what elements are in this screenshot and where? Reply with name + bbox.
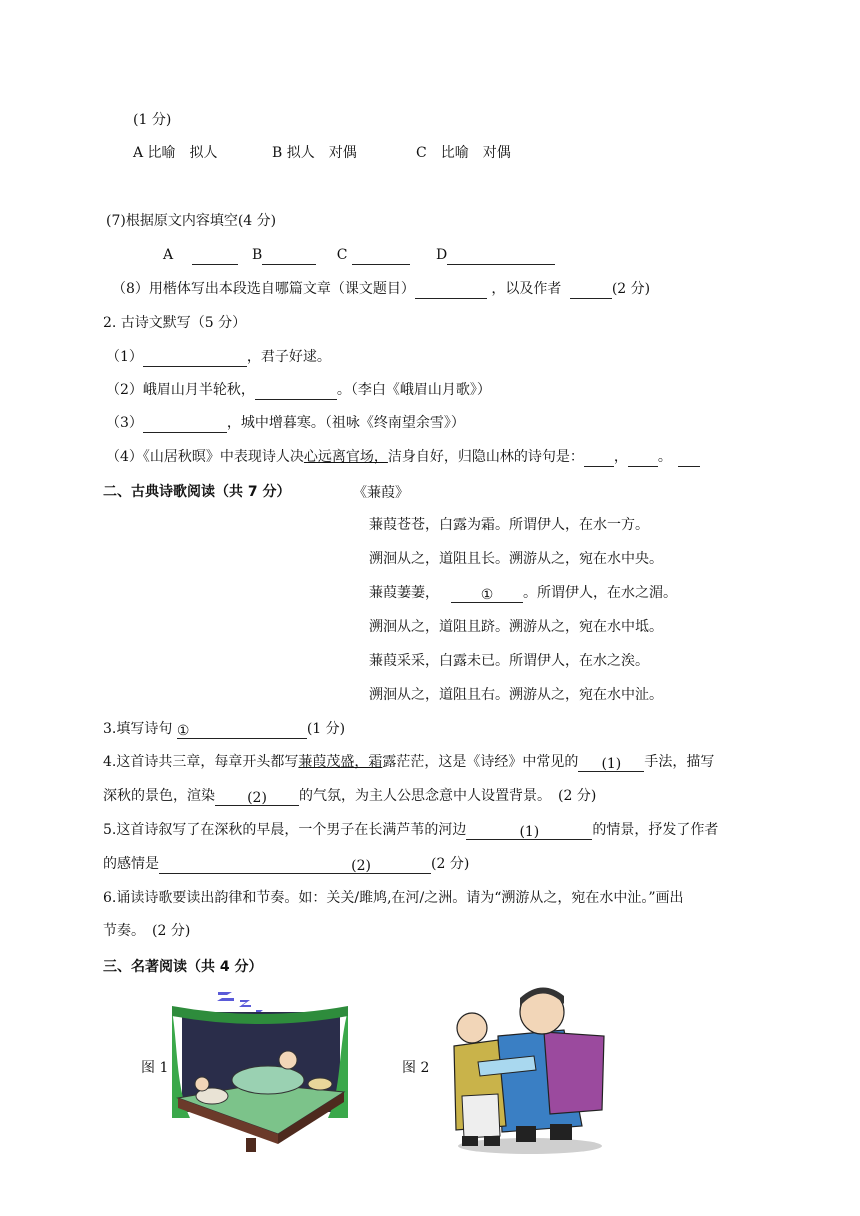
poem-fill-2-pre: （2）峨眉山月半轮秋， xyxy=(106,382,255,398)
child-trousers xyxy=(462,1094,500,1138)
q7-blank-d[interactable] xyxy=(447,247,555,265)
poem-fill-1-text: ，君子好逑。 xyxy=(246,349,331,365)
q6-line-2: 节奏。 (2 分) xyxy=(103,923,191,939)
bed-leg xyxy=(246,1138,256,1152)
poem-fill-4-blank-1[interactable] xyxy=(584,449,614,467)
question-score: (1 分) xyxy=(133,112,172,128)
poem-fill-1-blank[interactable] xyxy=(143,349,247,367)
adult-vest xyxy=(544,1032,604,1114)
sleeping-man-head xyxy=(279,1051,297,1069)
q8-blank-title[interactable] xyxy=(415,281,487,299)
q5-prompt: 5.这首诗叙写了在深秋的早晨，一个男子在长满芦苇的河边 xyxy=(103,822,467,838)
q7-blank-a[interactable] xyxy=(192,247,238,265)
q7-label-c: C xyxy=(336,247,348,263)
q5-post: 的情景，抒发了作者 xyxy=(592,822,719,838)
section-classical-poetry-title: 二、古典诗歌阅读（共 7 分） xyxy=(103,484,291,500)
q5-line-2 xyxy=(103,854,469,874)
q3-mark: ① xyxy=(176,723,190,739)
q5-blank-2[interactable] xyxy=(159,856,431,874)
option-c: C 比喻 对偶 xyxy=(416,145,511,161)
child-shoe-right xyxy=(484,1136,500,1146)
poem-fill-2-post: 。（李白《峨眉山月歌》） xyxy=(336,382,491,398)
figure-1-label: 图 1 xyxy=(141,1060,169,1076)
option-a: A 比喻 拟人 xyxy=(133,145,218,161)
q3-prompt: 3.填写诗句 xyxy=(103,721,173,737)
sleeping-child-head xyxy=(195,1077,209,1091)
option-b: B 拟人 对偶 xyxy=(272,145,357,161)
sleeping-man-body xyxy=(232,1066,304,1094)
poem-line-3-blank[interactable]: ① xyxy=(451,585,523,603)
poem-fill-4-underlined: 心远离官场， xyxy=(303,449,388,465)
pillow xyxy=(308,1078,332,1090)
q7-label-d: D xyxy=(435,247,448,263)
q8-score: (2 分) xyxy=(611,281,651,297)
q5-blank-1[interactable]: (1) xyxy=(466,822,592,840)
poem-fill-4-period: 。 xyxy=(657,449,672,465)
poem-fill-3 xyxy=(106,413,465,433)
poem-fill-3-num: （3） xyxy=(106,415,143,431)
q3-line xyxy=(103,719,345,739)
adult-shoe-left xyxy=(516,1126,536,1142)
q3-blank[interactable] xyxy=(177,721,307,739)
poem-fill-4-post: 洁身自好，归隐山林的诗句是： xyxy=(387,449,584,465)
q4-line-2-post: 的气氛，为主人公思念意中人设置背景。 (2 分) xyxy=(299,788,597,804)
section-classic-reading-title: 三、名著阅读（共 4 分） xyxy=(103,959,263,975)
poem-fill-4-comma: ， xyxy=(613,449,628,465)
poem-fill-2-blank[interactable] xyxy=(255,382,337,400)
q4-line-2 xyxy=(103,786,596,806)
q4-mid: 露茫茫，这是《诗经》中常见的 xyxy=(382,754,579,770)
poem-fill-4-pre: （4）《山居秋暝》中表现诗人决 xyxy=(106,449,304,465)
q7-blank-b[interactable] xyxy=(262,247,316,265)
poem-fill-2 xyxy=(106,380,491,400)
q3-score: (1 分) xyxy=(306,721,346,737)
poem-line-1: 蒹葭苍苍，白露为霜。所谓伊人，在水一方。 xyxy=(369,517,649,533)
child-shoe-left xyxy=(462,1136,478,1146)
q5-blank-2-mark: (2) xyxy=(351,858,371,874)
poem-line-6: 溯洄从之，道阻且右。溯游从之，宛在水中沚。 xyxy=(369,687,663,703)
q7-label-a: A xyxy=(163,247,174,263)
poem-line-4: 溯洄从之，道阻且跻。溯游从之，宛在水中坻。 xyxy=(369,619,663,635)
poem-line-3-post: 。所谓伊人，在水之湄。 xyxy=(523,585,677,601)
q5-line-1 xyxy=(103,820,718,840)
q5-score: (2 分) xyxy=(431,856,470,872)
q8-prompt: （8）用楷体写出本段选自哪篇文章（课文题目） xyxy=(112,281,415,297)
poem-fill-1-num: （1） xyxy=(106,349,143,365)
q4-underlined: 蒹葭茂盛，霜 xyxy=(298,754,383,770)
figure-2-illustration xyxy=(432,976,616,1156)
poem-fill-3-blank[interactable] xyxy=(143,415,227,433)
q4-line-1 xyxy=(103,752,714,772)
poem-title: 《蒹葭》 xyxy=(353,485,409,501)
poem-line-3 xyxy=(369,583,677,603)
figure-1-illustration xyxy=(168,988,352,1156)
q4-post: 手法，描写 xyxy=(644,754,715,770)
poem-fill-4-blank-3[interactable] xyxy=(678,449,700,467)
figure-2-label: 图 2 xyxy=(402,1060,430,1076)
q8-line xyxy=(112,279,650,299)
adult-shoe-right xyxy=(550,1124,572,1140)
child-head xyxy=(457,1013,487,1043)
poem-fill-4-blank-2[interactable] xyxy=(628,449,658,467)
poem-fill-4 xyxy=(106,447,700,467)
q4-prompt: 4.这首诗共三章，每章开头都写 xyxy=(103,754,299,770)
section-2-title: 2. 古诗文默写（5 分） xyxy=(103,315,247,331)
poem-line-2: 溯洄从之，道阻且长。溯游从之，宛在水中央。 xyxy=(369,551,663,567)
q7-prompt: (7)根据原文内容填空(4 分) xyxy=(106,213,277,229)
q7-blank-c[interactable] xyxy=(352,247,410,265)
q8-mid: ，以及作者 xyxy=(491,281,562,297)
q5-line-2-pre: 的感情是 xyxy=(103,856,159,872)
poem-fill-3-post: ，城中增暮寒。（祖咏《终南望余雪》） xyxy=(226,415,465,431)
q6-line-1: 6.诵读诗歌要读出韵律和节奏。如：关关/雎鸠,在河/之洲。请为“溯游从之，宛在水中沚。”画出 xyxy=(103,890,684,906)
poem-line-3-pre: 蒹葭萋萋， xyxy=(369,585,439,601)
poem-fill-1 xyxy=(106,347,331,367)
q7-label-b: B xyxy=(252,247,263,263)
poem-line-5: 蒹葭采采，白露未已。所谓伊人，在水之涘。 xyxy=(369,653,649,669)
q4-line-2-pre: 深秋的景色，渲染 xyxy=(103,788,215,804)
q4-blank-2[interactable]: (2) xyxy=(215,788,299,806)
q7-blanks xyxy=(163,245,555,265)
q8-blank-author[interactable] xyxy=(570,281,612,299)
q4-blank-1[interactable]: (1) xyxy=(578,754,644,772)
